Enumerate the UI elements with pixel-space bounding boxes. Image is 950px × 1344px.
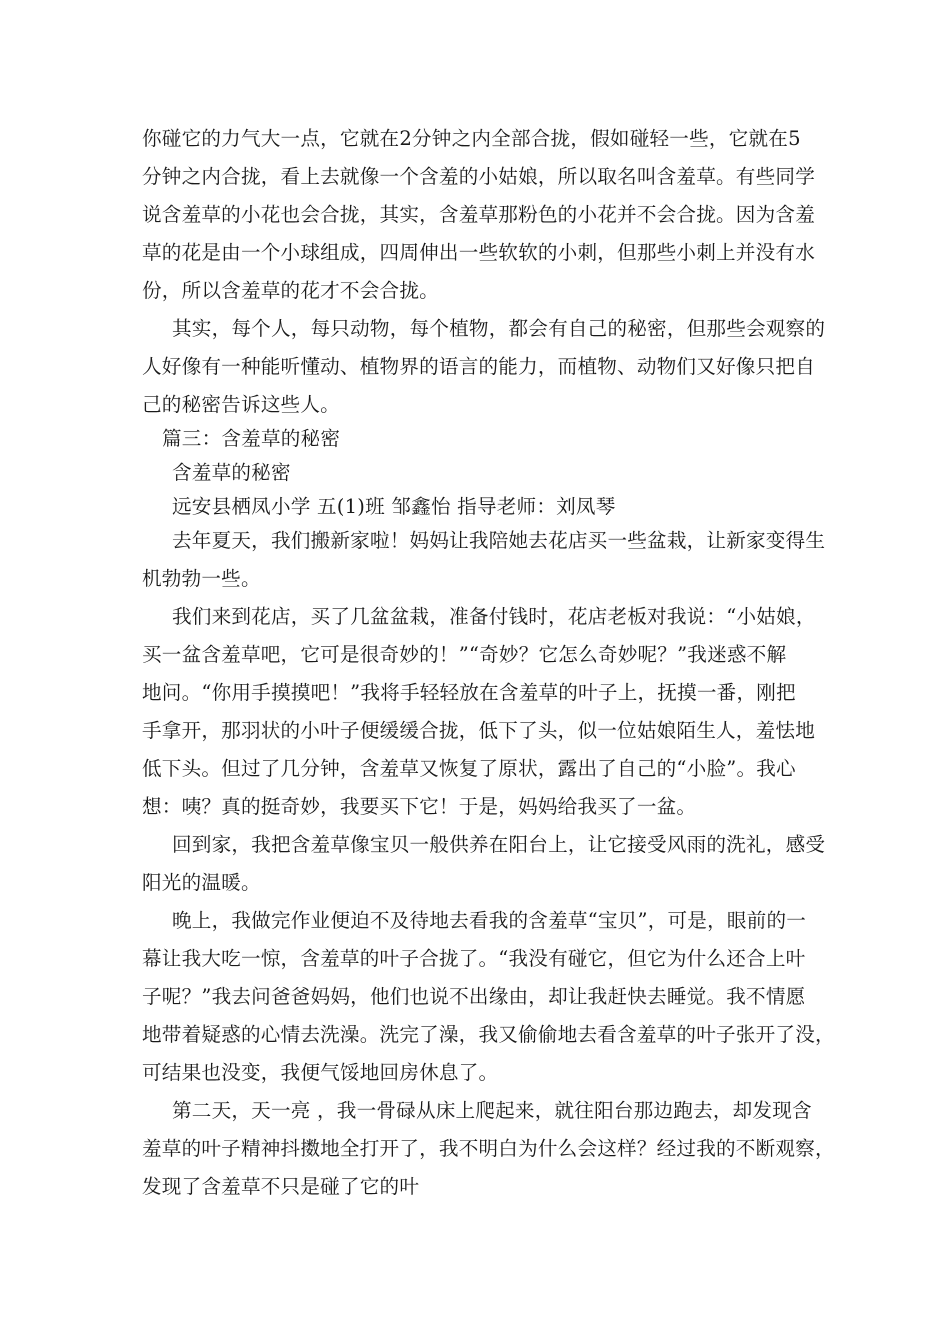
text-line: 说含羞草的小花也会合拢，其实，含羞草那粉色的小花并不会合拢。因为含羞 — [142, 203, 815, 226]
text-line: 回到家，我把含羞草像宝贝一般供养在阳台上，让它接受风雨的洗礼，感受 — [172, 833, 826, 856]
text-line: 地问。“你用手摸摸吧！”我将手轻轻放在含羞草的叶子上，抚摸一番，刚把 — [142, 681, 796, 704]
section-heading: 篇三：含羞草的秘密 — [162, 427, 341, 450]
text-line: 你碰它的力气大一点，它就在2分钟之内全部合拢，假如碰轻一些，它就在5 — [142, 127, 801, 150]
article-byline: 远安县栖凤小学 五(1)班 邹鑫怡 指导老师：刘凤琴 — [172, 495, 616, 518]
article-title: 含羞草的秘密 — [172, 461, 291, 484]
text-line: 阳光的温暖。 — [142, 871, 261, 894]
text-line: 第二天，天一亮 ，我一骨碌从床上爬起来，就往阳台那边跑去，却发现含 — [172, 1099, 812, 1122]
text-line: 机勃勃一些。 — [142, 567, 261, 590]
text-line: 低下头。但过了几分钟，含羞草又恢复了原状，露出了自己的“小脸”。我心 — [142, 757, 796, 780]
text-line: 幕让我大吃一惊，含羞草的叶子合拢了。“我没有碰它，但它为什么还合上叶 — [142, 947, 806, 970]
text-line: 人好像有一种能听懂动、植物界的语言的能力，而植物、动物们又好像只把自 — [142, 355, 815, 378]
text-line: 手拿开，那羽状的小叶子便缓缓合拢，低下了头，似一位姑娘陌生人，羞怯地 — [142, 719, 815, 742]
text-line: 羞草的叶子精神抖擞地全打开了，我不明白为什么会这样？经过我的不断观察， — [142, 1137, 835, 1160]
text-line: 发现了含羞草不只是碰了它的叶 — [142, 1175, 420, 1198]
text-line: 其实，每个人，每只动物，每个植物，都会有自己的秘密，但那些会观察的 — [172, 317, 826, 340]
text-line: 份，所以含羞草的花才不会合拢。 — [142, 279, 439, 302]
text-line: 子呢？”我去问爸爸妈妈，他们也说不出缘由，却让我赶快去睡觉。我不情愿 — [142, 985, 806, 1008]
text-line: 晚上，我做完作业便迫不及待地去看我的含羞草“宝贝”，可是，眼前的一 — [172, 909, 807, 932]
text-line: 去年夏天，我们搬新家啦！妈妈让我陪她去花店买一些盆栽，让新家变得生 — [172, 529, 826, 552]
text-line: 地带着疑惑的心情去洗澡。洗完了澡，我又偷偷地去看含羞草的叶子张开了没， — [142, 1023, 835, 1046]
text-line: 买一盆含羞草吧，它可是很奇妙的！”“奇妙？它怎么奇妙呢？”我迷惑不解 — [142, 643, 787, 666]
text-line: 想：咦？真的挺奇妙，我要买下它！于是，妈妈给我买了一盆。 — [142, 795, 697, 818]
text-line: 我们来到花店，买了几盆盆栽，准备付钱时，花店老板对我说：“小姑娘， — [172, 605, 816, 628]
text-line: 分钟之内合拢，看上去就像一个含羞的小姑娘，所以取名叫含羞草。有些同学 — [142, 165, 815, 188]
text-line: 可结果也没变，我便气馁地回房休息了。 — [142, 1061, 499, 1084]
text-line: 己的秘密告诉这些人。 — [142, 393, 340, 416]
text-line: 草的花是由一个小球组成，四周伸出一些软软的小刺，但那些小刺上并没有水 — [142, 241, 815, 264]
